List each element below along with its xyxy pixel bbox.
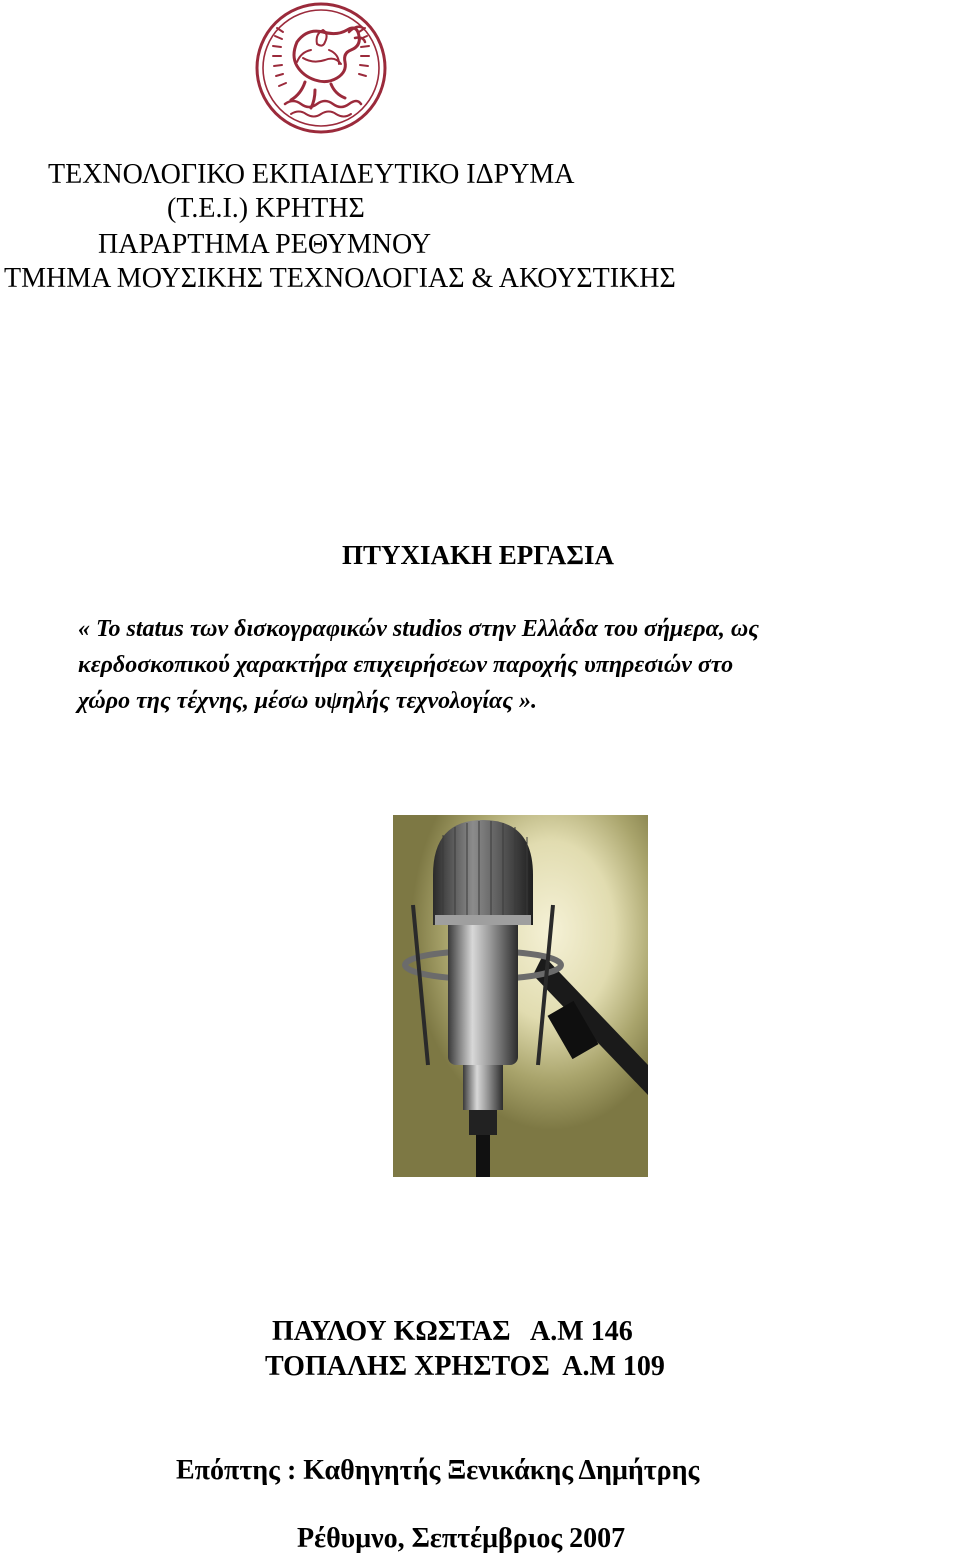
place-date: Ρέθυμνο, Σεπτέμβριος 2007 [297,1523,626,1554]
institution-department: ΤΜΗΜΑ ΜΟΥΣΙΚΗΣ ΤΕΧΝΟΛΟΓΙΑΣ & ΑΚΟΥΣΤΙΚΗΣ [4,263,676,294]
supervisor-line: Επόπτης : Καθηγητής Ξενικάκης Δημήτρης [176,1455,700,1486]
institution-region: (Τ.Ε.Ι.) ΚΡΗΤΗΣ [167,193,365,224]
thesis-title-line: « Το status των δισκογραφικών studios στην Ελλάδα του σήμερα, ως [78,616,759,642]
thesis-title-line: κερδοσκοπικού χαρακτήρα επιχειρήσεων παροχής υπηρεσιών στο [78,652,734,678]
thesis-heading: ΠΤΥΧΙΑΚΗ ΕΡΓΑΣΙΑ [342,540,615,570]
thesis-title-line: χώρο της τέχνης, μέσω υψηλής τεχνολογίας ». [78,688,537,714]
author-line: ΤΟΠΑΛΗΣ ΧΡΗΣΤΟΣ Α.Μ 109 [265,1351,665,1382]
institution-name: ΤΕΧΝΟΛΟΓΙΚΟ ΕΚΠΑΙΔΕΥΤΙΚΟ ΙΔΡΥΜΑ [48,159,575,190]
institution-branch: ΠΑΡΑΡΤΗΜΑ ΡΕΘΥΜΝΟΥ [98,229,432,260]
institution-seal-icon [245,0,397,136]
studio-microphone-photo [393,815,648,1177]
author-line: ΠΑΥΛΟΥ ΚΩΣΤΑΣ Α.Μ 146 [272,1316,633,1347]
